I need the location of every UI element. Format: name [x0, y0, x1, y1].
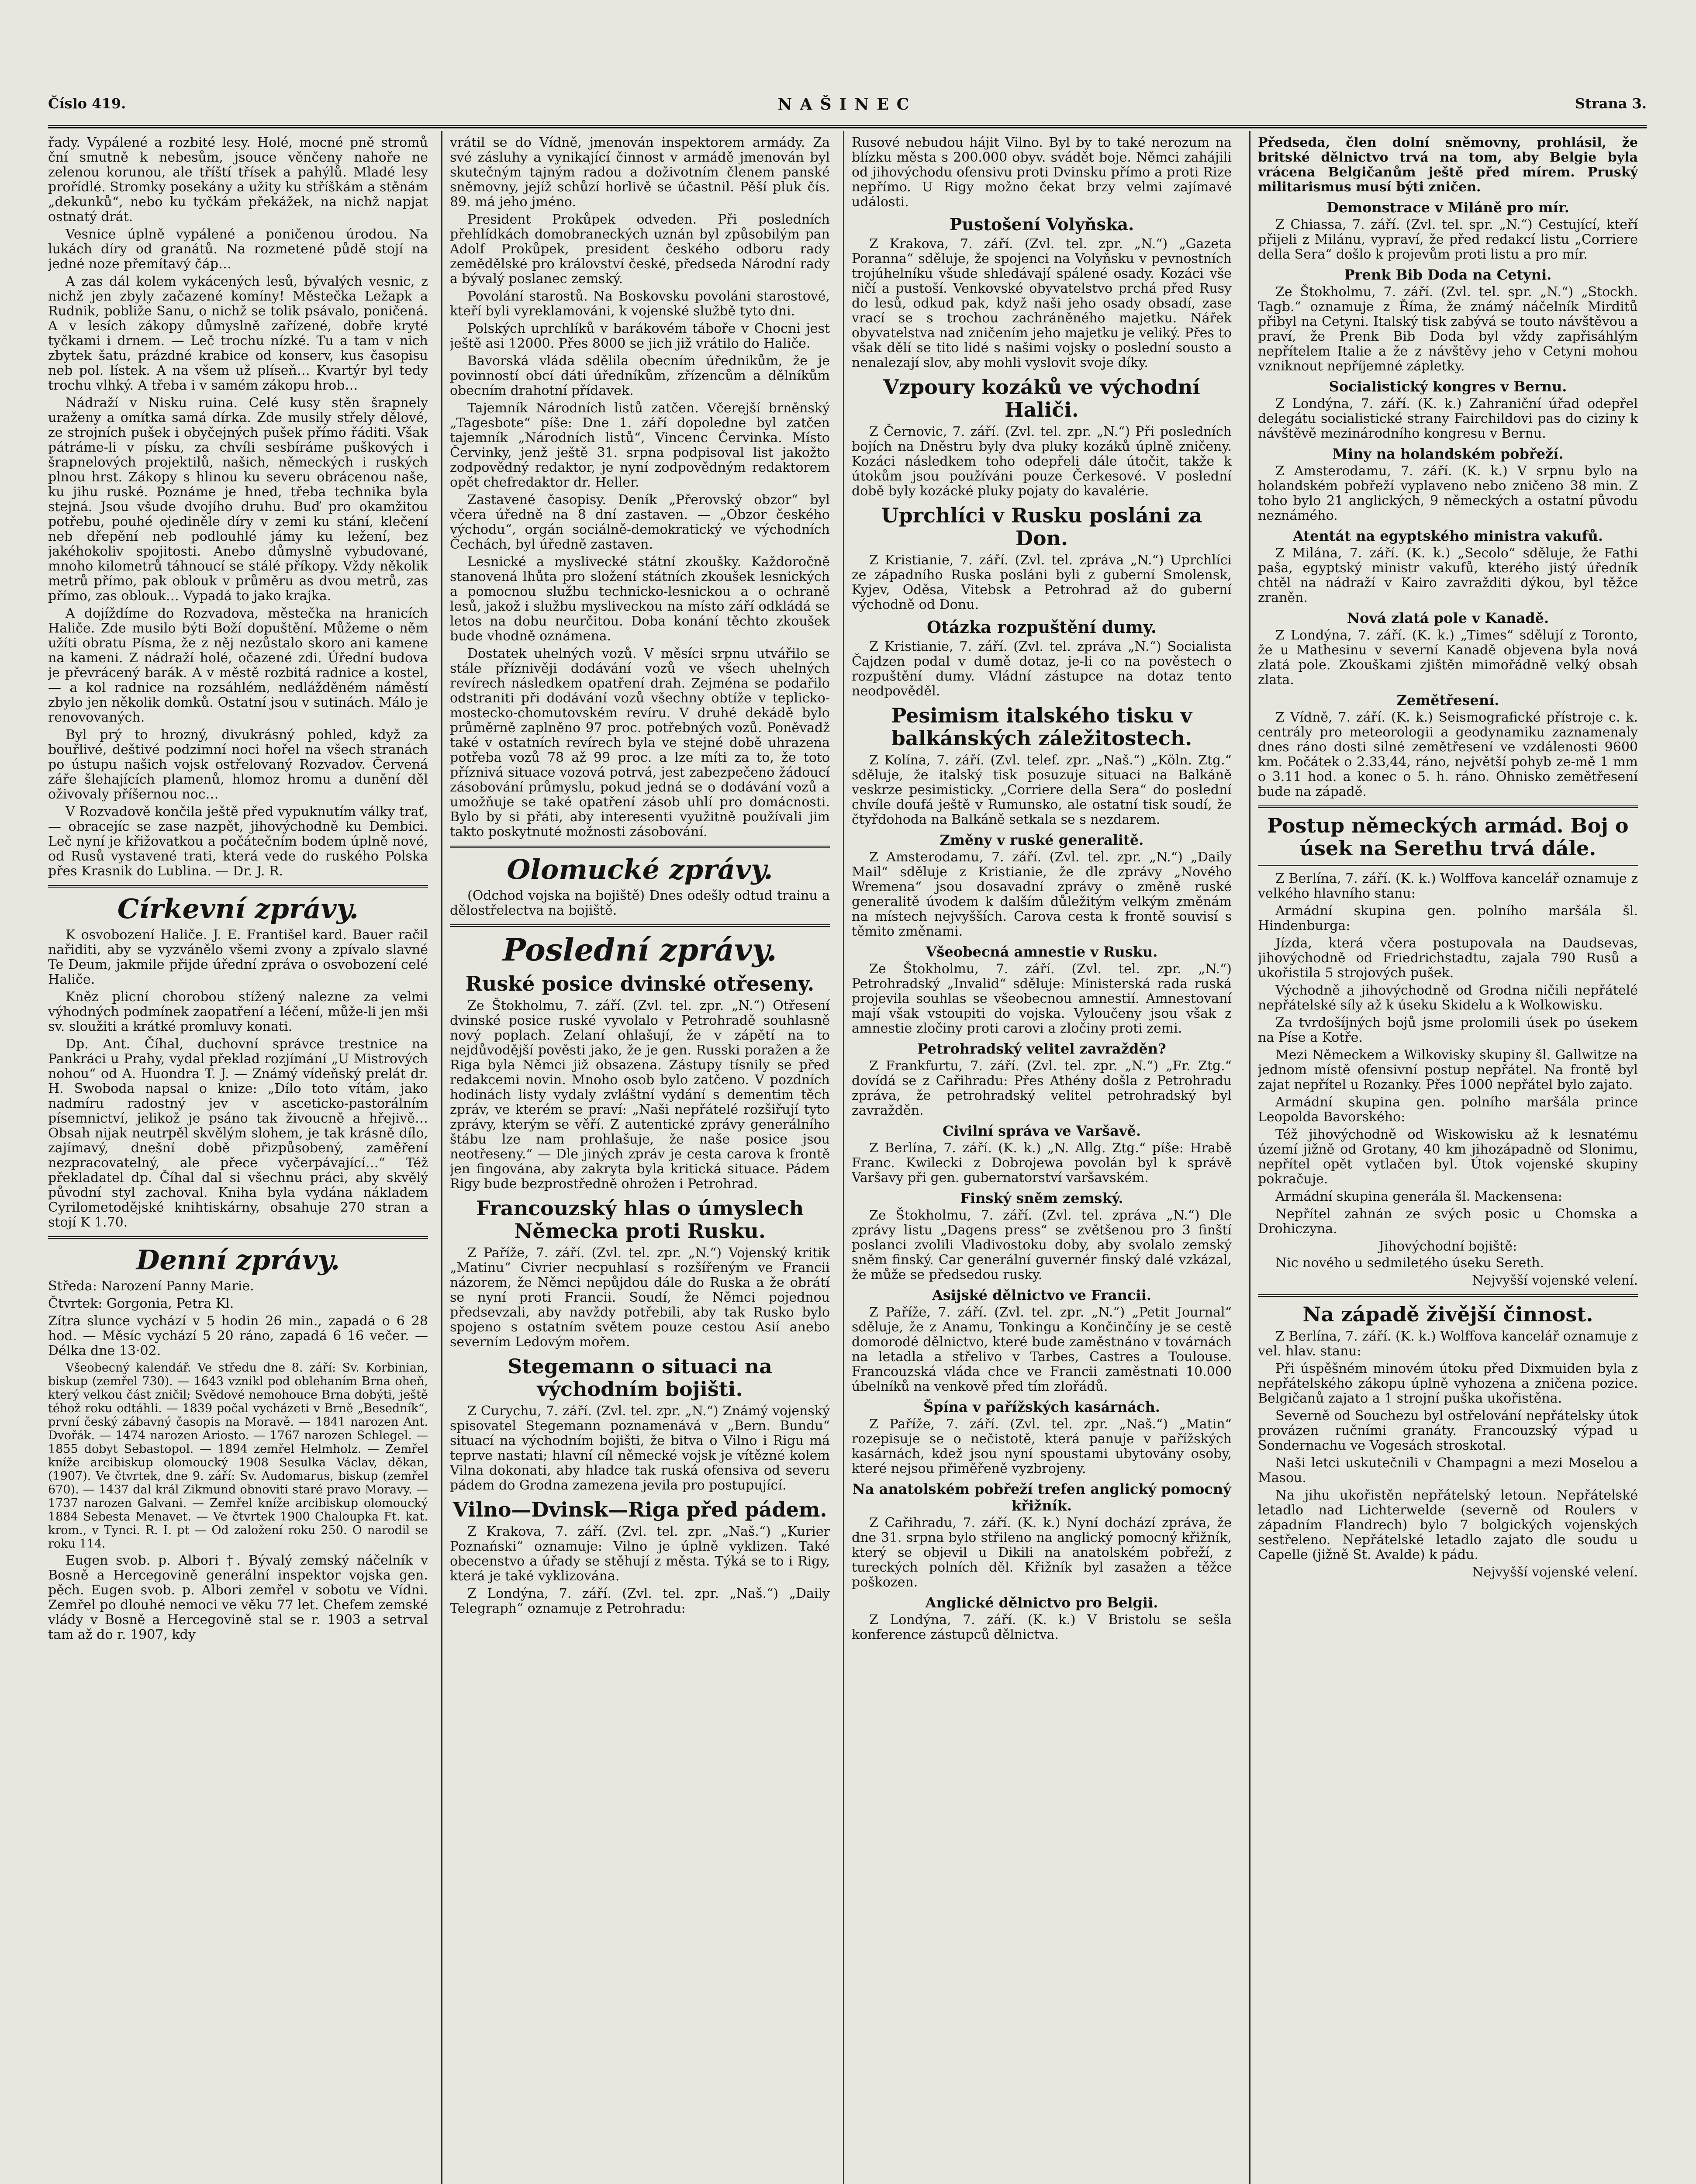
headline: Miny na holandském pobřeží.: [1332, 446, 1564, 462]
news-item: Z Paříže, 7. září. (Zvl. tel. zpr. „Naš.“) „Matin“ rozepisuje se o nečistotě, která panuje v pařížských kasárnách, kdež jsou nyní spoustami ubytovány osoby, které nejsou přiměřeně vyzbrojeny.: [852, 1417, 1232, 1476]
headline-major: Postup německých armád. Boj o úsek na Serethu trvá dále.: [1267, 814, 1629, 860]
section-title-church: Církevní zprávy.: [117, 893, 359, 925]
headline: Pesimism italského tisku v balkánských záležitostech.: [891, 704, 1192, 750]
news-item: Z Berlína, 7. září. (K. k.) Wolffova kancelář oznamuje z velkého hlavního stanu:: [1258, 871, 1638, 901]
headline: Otázka rozpuštění dumy.: [927, 617, 1157, 637]
column-divider: [441, 131, 442, 2184]
section-separator: [48, 1236, 428, 1239]
news-item: Z Londýna, 7. září. (K. k.) V Bristolu se sešla konference zástupců dělnictva.: [852, 1612, 1232, 1642]
news-item: Z Londýna, 7. září. (K. k.) Zahraniční úřad odepřel delegátu socialistické strany Fairchildovi pas do ciziny k návštěvě mezinárodního kongresu v Bernu.: [1258, 396, 1638, 441]
news-item: Naši letci uskutečnili v Champagni a mezi Moselou a Masou.: [1258, 1455, 1638, 1486]
news-item: Z Amsterodamu, 7. září. (Zvl. tel. zpr. „N.“) „Daily Mail“ sděluje z Kristianie, že dle zprávy „Nového Wremena“ jsou dosavadní zprávy o změně ruské generalitě úvodem k dalším důležitým velkým změnám na místech nejvyšších. Carova cesta k frontě souvisí s těmito změnami.: [852, 850, 1232, 939]
news-item: Z Curychu, 7. září. (Zvl. tel. zpr. „N.“) Známý vojenský spisovatel Stegemann poznamenává v „Bern. Bundu“ situací na východním bojišti, že bitva o Vilno i Rigu má teprve nastati; hlavní cíl německé vojsk je vítězné kolem Vilna dokonati, aby hladce tak ruská ofensiva od severu pádem do Grodna zamezena jevila pro postupující.: [450, 1403, 830, 1493]
news-item: Z Krakova, 7. září. (Zvl. tel. zpr. „Naš.“) „Kurier Poznański“ oznamuje: Vilno je úplně vyklizen. Také obecenstvo a úřady se stěhují z města. Týká se to i Rigy, která je také vyklizována.: [450, 1524, 830, 1584]
calendar-line: Čtvrtek: Gorgonia, Petra Kl.: [48, 1296, 234, 1311]
news-item: Ze Štokholmu, 7. září. (Zvl. tel. zpr. „N.“) Otřesení dvinské posice ruské vyvolalo v Petrohradě souhlasně nový poplach. Zelaní ohlašují, že v zápětí na to nejdůvodější pověsti jako, že je gen. Russki poražen a že Riga byla Němci již obsazena. Zástupy tísnily se před redakcemi novin. Mnoho osob bylo zatčeno. V pozdních hodinách listy vydaly zvláštní vydání s dementim těch zpráv, ve kterém se praví: „Naši nepřátelé rozšiřují tyto zprávy, kterým se věří. Z autentické zprávy generálního štábu lze nam prohlašuje, že naše posice jsou neotřeseny.“ — Dle jiných zpráv je cesta carova k frontě jen fingována, aby zakryta byla kritická situace. Pádem Rigy bude bezprostředně ohrožen i Petrohrad.: [450, 998, 830, 1192]
news-item: Z Cařihradu, 7. září. (K. k.) Nyní dochází zpráva, že dne 31. srpna bylo střileno na anglický pomocný křižník, který se objevil u Dikili na anatolském pobřeží, z tureckých polních děl. Křižník byl zasažen a těžce poškozen.: [852, 1515, 1232, 1590]
headline: Uprchlíci v Rusku posláni za Don.: [881, 504, 1202, 550]
news-item: Zastavené časopisy. Deník „Přerovský obzor“ byl včera úředně na 8 dní zastaven. — „Obzor českého východu“, orgán sociálně-demokratický ve východních Čechách, byl úředně zastaven.: [450, 492, 830, 552]
column-divider: [1249, 131, 1250, 2184]
news-item: Povolání starostů. Na Boskovsku povoláni starostové, kteří byli vyreklamováni, k vojenské službě tyto dni.: [450, 289, 830, 319]
article-paragraph: Předseda, člen dolní sněmovny, prohlásil, že britské dělnictvo trvá na tom, aby Belgie byla vrácena Belgičanům ještě před mírem. Pruský militarismus musí býti zničen.: [1258, 135, 1638, 195]
news-item: Dostatek uhelných vozů. V měsíci srpnu utvářilo se stále příznivěji dodávání vozů ve všech uhelných revírech následkem opatření drah. Zejména se podařilo odstraniti při dodávání vozů všechny obtíže v teplicko-mostecko-chomutovském revíru. V druhé dekádě bylo průměrně zaplněno 97 proc. potřebných vozů. Poněvadž také v ostatních revírech byla ve stejné době uhrazena potřeba vozů 78 až 99 proc. a lze míti za to, že toto příznivá situace vozová potrvá, jest zabezpečeno žádoucí zásobování průmyslu, pokud jedná se o dodávání vozů a umožňuje se také opatření zásob uhlí pro domácnosti. Bylo by si přáti, aby interesenti využitně používali jim takto poskytnuté možnosti zásobování.: [450, 646, 830, 840]
signature: Nejvyšší vojenské velení.: [1472, 1565, 1638, 1580]
news-item: Eugen svob. p. Albori †. Bývalý zemský náčelník v Bosně a Hercegovině generální inspektor vojska gen. pěch. Eugen svob. p. Albori zemřel v sobotu ve Vídni. Zemřel po dlouhé nemoci ve věku 77 let. Chefem zemské vlády v Bosně a Hercegovině stal se r. 1903 a setrval tam až do r. 1907, kdy: [48, 1553, 428, 1642]
news-item: Ze Štokholmu, 7. září. (Zvl. tel. zpráva „N.“) Dle zprávy listu „Dagens press“ se zvětšenou pro 3 finští poslanci zvolili Vladivostoku doby, aby svolalo zemský sněm finský. Car generální guvernér finský dalé vzkázal, že může se předsedou rusky.: [852, 1208, 1232, 1282]
news-item: Na jihu ukořistěn nepřátelský letoun. Nepřátelské letadlo nad Lichterwelde (severně od Roulers v západním Flandrech) bylo 7 bolgických vojenských sestřeleno. Nepřátelské letadlo zajato dle soudu u Capelle (jižně St. Avalde) k pádu.: [1258, 1488, 1638, 1562]
news-item: Armádní skupina gen. polního maršála prince Leopolda Bavorského:: [1258, 1095, 1638, 1125]
news-item: Z Paříže, 7. září. (Zvl. tel. zpr. „N.“) „Petit Journal“ sděluje, že z Anamu, Tonkingu a Končinčíny je se cestě domorodé dělnictvo, které bude zaměstnáno v továrnách na letadla a střelivo v Tarbes, Castres a Toulouse. Francouzská vláda chce ve Francii zaměstnati 10.000 úbelníků na venkově před tím zlořádů.: [852, 1305, 1232, 1394]
headline: Anglické dělnictvo pro Belgii.: [925, 1594, 1158, 1611]
news-item: President Prokůpek odveden. Při posledních přehlídkách domobraneckých uznán byl způsobilým pan Adolf Prokůpek, president českého odboru rady zemědělské pro království české, předseda Národní rady a bývalý poslanec zemský.: [450, 212, 830, 287]
headline: Finský sněm zemský.: [960, 1190, 1123, 1206]
column-1: [48, 135, 428, 2184]
headline: Francouzský hlas o úmyslech Německa proti Rusku.: [476, 1196, 804, 1243]
headline: Vilno—Dvinsk—Riga před pádem.: [452, 1498, 827, 1521]
article-paragraph: Rusové nebudou hájit Vilno. Byl by to také nerozum na blízku města s 200.000 obyv. svádět boje. Němci zahájili od jihovýchodu ofensivu proti Dvinsku přímo a proti Rize nepřímo. U Rigy možno čekat brzy velmi zajímavé události.: [852, 135, 1232, 210]
headline: Demonstrace v Miláně pro mír.: [1326, 199, 1569, 216]
section-title-daily: Denní zprávy.: [136, 1244, 340, 1276]
headline: Petrohradský velitel zavražděn?: [917, 1040, 1166, 1057]
news-item: (Odchod vojska na bojiště) Dnes odešly odtud trainu a dělostřelectva na bojiště.: [450, 888, 830, 918]
column-divider: [843, 131, 844, 2184]
news-item: Nic nového u sedmiletého úseku Sereth.: [1275, 1255, 1544, 1271]
section-title-last-news: Poslední zprávy.: [503, 932, 777, 968]
calendar-line: Středa: Narození Panny Marie.: [48, 1279, 254, 1294]
page-number: Strana 3.: [1575, 95, 1647, 112]
section-separator: [450, 846, 830, 848]
headline: Všeobecná amnestie v Rusku.: [926, 943, 1158, 960]
news-item: Armádní skupina generála šl. Mackensena:: [1275, 1189, 1562, 1204]
news-item: Ze Štokholmu, 7. září. (Zvl. tel. zpr. „N.“) Petrohradský „Invalid“ sděluje: Ministerská rada ruská projevila souhlas se všeobecnou amnestií. Amnestovaní mají však vstoupiti do vojska. Vyloučeny jsou však z amnestie zločiny proti carovi a zločiny proti zemi.: [852, 961, 1232, 1036]
article-paragraph: vrátil se do Vídně, jmenován inspektorem armády. Za své zásluhy a vynikající činnost v armádě jmenován byl skutečným tajným radou a doživotním členem panské sněmovny, jejíž schůzí horlivě se účastnil. Pěší pluk čís. 89. má jeho jméno.: [450, 135, 830, 210]
news-item: Tajemník Národních listů zatčen. Včerejší brněnský „Tagesbote“ píše: Dne 1. září dopoledne byl zatčen tajemník „Národních listů“, Vincenc Červinka. Místo Červinky, jenž ještě 31. srpna podpisoval list jakožto zodpovědný redaktor, je nyní zodpovědným redaktorem opět chefredaktor dr. Heller.: [450, 401, 830, 490]
news-item: Z Milána, 7. září. (K. k.) „Secolo“ sděluje, že Fathi paša, egyptský ministr vakufů, kterého jistý úředník chtěl na nádraží v Kairo zavražditi dýkou, byl těžce zraněn.: [1258, 546, 1638, 605]
news-item: Z Paříže, 7. září. (Zvl. tel. zpr. „N.“) Vojenský kritik „Matinu“ Civrier necpuhlasí s rozšířeným ve Francii názorem, že Němci nepůjdou dále do Ruska a že obrátí se nyní proti Francii. Soudí, že Němci pojednou předsevzali, aby navždy potřebili, aby tak Rusko bylo spojeno s ostatním světem pouze cestou Asií anebo severním Ledovým mořem.: [450, 1245, 830, 1350]
article-paragraph: A dojíždíme do Rozvadova, městečka na hranicích Haliče. Zde musilo býti Boží dopuštění. Můžeme o něm užíti obratu Písma, že z něj nezůstalo skoro ani kamene na kameni. Z nádraží holé, očazené zdi. Úřední budova je převrácený barák. A v městě rozbitá radnice a kostel, — a kol radnice na rozsáhlém, nedlážděném náměstí zbylo jen několik domků. Ostatní jsou v sutinách. Málo je renovovaných.: [48, 606, 428, 725]
headline: Prenk Bib Doda na Cetyni.: [1344, 266, 1552, 283]
news-item: Severně od Souchezu byl ostřelování nepřátelsky útok provázen ručními granáty. Francouzský výpad u Sondernachu ve Vogesách stroskotal.: [1258, 1408, 1638, 1453]
news-item: Z Berlína, 7. září. (K. k.) „N. Allg. Ztg.“ píše: Hrabě Franc. Kwilecki z Dobrojewa povolán byl k správě Varšavy při gen. gubernatorství varšavském.: [852, 1140, 1232, 1185]
headline: Špína v pařížských kasárnách.: [923, 1399, 1160, 1415]
news-item: Též jihovýchodně od Wiskowisku až k lesnatému území jižně od Grotany, 40 km jihozápadně od Slonimu, nepřítel opět vytlačen byl. Útok vojenské skupiny pokračuje.: [1258, 1127, 1638, 1187]
headline: Změny v ruské generalitě.: [940, 832, 1144, 848]
article-paragraph: Vesnice úplně vypálené a poničenou úrodou. Na lukách díry od granátů. Na rozmetené půdě stojí na jedné noze přemítavý čáp…: [48, 227, 428, 272]
headline: Stegemann o situaci na východním bojišti.: [508, 1355, 772, 1401]
headline: Asijské dělnictvo ve Francii.: [932, 1287, 1151, 1303]
subheading: Jihovýchodní bojiště:: [1378, 1239, 1517, 1254]
section-title-olomouc: Olomucké zprávy.: [507, 854, 773, 885]
article-paragraph: A zas dál kolem vykácených lesů, bývalých vesnic, z nichž jen zbyly začazené komíny! Městečka Ležapk a Rudnik, pobliže Sanu, o nichž se tolik psávalo, poničená. A v lesích zákopy důmyslně zařízené, dobře kryté tyčkami i drnem. — Leč trochu nízké. Tu a tam v nich zbytek šatu, prázdné krabice od konserv, kus časopisu neb pol. lístek. A na všem už plíseň… Kvartýr byl tedy trochu vlhký. A třeba i v samém zákopu hrob…: [48, 274, 428, 393]
news-item: Dp. Ant. Číhal, duchovní správce trestnice na Pankráci u Prahy, vydal překlad rozjímání „U Mistrových nohou“ od A. Huondra T. J. — Známý vídeňský prelát dr. H. Swoboda napsal o knize: „Dílo toto vítám, jako nadmíru radostný jev v asceticko-pastorálním písemnictví, jelikož je psáno tak živoucně a hřejivě… Obsah nijak neutrpěl skvělým slohem, je tak krásně dílo, zajímavý, dnešní době přizpůsobený, zaměření nezpracovatelný, ale přece vyčerpávající…“ Též překladatel dp. Číhal dal si všechnu práci, aby skvělý původní styl zachoval. Kniha byla vydána nákladem Cyrilometodějské knihtiskárny, obsahuje 270 stran a stojí K 1.70.: [48, 1037, 428, 1230]
news-item: Z Chiassa, 7. září. (Zvl. tel. spr. „N.“) Cestující, kteří přijeli z Milánu, vypraví, že před redakcí listu „Corriere della Sera“ došlo k projevům proti listu a pro mír.: [1258, 217, 1638, 262]
news-item: Armádní skupina gen. polního maršála šl. Hindenburga:: [1258, 903, 1638, 933]
article-paragraph: Nádraží v Nisku ruina. Celé kusy stěn šrapnely uraženy a omítka samá dírka. Zde musily střely dělové, ze strojních pušek i obyčejných pušek přímo řáditi. Však pátráme-li v písku, za chvíli sesbíráme puškových i šrapnelových projektilů, našich, německých i ruských plnou hrst. Zákopy s hlinou ku severu obrácenou naše, ku jihu ruské. Poznáme je hned, třeba technika byla stejná. Jsou všude dvojího druhu. Buď pro okamžitou potřebu, pouhé ojediněle díry v zemi ku stání, klečení neb dřepění neb podlouhlé jámy ku ležení, bez jakéhokoliv spojitosti. Anebo důmyslně vybudované, mnoho kilometrů táhnoucí se stálé příkopy. Vždy několik metrů přímo, pak oblouk v průměru as dvou metrů, zas přímo, zas oblouk… Vypadá to jako krajka.: [48, 395, 428, 604]
section-separator: [1258, 805, 1638, 808]
article-paragraph: V Rozvadově končila ještě před vypuknutím války trať, — obracejíc se zase nazpět, jihovýchodně ku Dembici. Leč nyní je křižovatkou a počátečním bodem úplně nové, od Rusů vystavené trati, která vede do ruského Polska přes Krasnik do Lublina. — Dr. J. R.: [48, 804, 428, 879]
section-separator: [48, 885, 428, 888]
section-separator: [450, 924, 830, 927]
page-header: [48, 95, 1647, 121]
news-item: Všeobecný kalendář. Ve středu dne 8. září: Sv. Korbinian, biskup (zemřel 730). — 1643 vznikl pod oblehaním Brna oheň, který velkou část zničil; Svědové nemohouce Brna dobýti, ještě téhož roku odtáhli. — 1839 počal vycházeti v Brně „Besedník“, první český zábavný časopis na Moravě. — 1841 narozen Ant. Dvořák. — 1474 narozen Ariosto. — 1767 narozen Schlegel. — 1855 dobyt Sebastopol. — 1894 zemřel Helmholz. — Zemřel kníže arcibiskup olomoucký 1908 Sesulka Václav, děkan, (1907). Ve čtvrtek, dne 9. září: Sv. Audomarus, biskup (zemřel 670). — 1437 dal král Zikmund obnoviti staré pravo Moravy. — 1737 narozen Galvani. — Zemřel kníže arcibiskup olomoucký 1884 Sebesta Menavet. — Ve čtvrtek 1900 Chaloupka Ft. kat. krom., v Tynci. R. I. pt — Od založení roku 250. O narodil se roku 114.: [48, 1361, 428, 1551]
news-item: Při úspěšném minovém útoku před Dixmuiden byla z nepřátelského zákopu úplně vyhozena a zničena pozice. Belgičanů zajato a 1 strojní puška ukořistěna.: [1258, 1361, 1638, 1406]
headline: Ruské posice dvinské otřeseny.: [465, 972, 815, 995]
news-item: Z Kolína, 7. září. (Zvl. telef. zpr. „Naš.“) „Köln. Ztg.“ sděluje, že italský tisk posuzuje situaci na Balkáně veskrze pesimisticky. „Corriere della Sera“ do poslední chvíle doufá ještě v Rumunsko, ale ostatní tisk soudí, že čtyřdohoda na Balkáně setkala se s nezdarem.: [852, 753, 1232, 827]
article-paragraph: Byl prý to hrozný, divukrásný pohled, když za bouřlivé, deštivé podzimní noci hořel na všech stranách po ústupu našich vojsk ostřelovaný Rozvadov. Červená záře šlehajících plamenů, hlomoz hromu a dunění děl oživovaly příšernou noc…: [48, 727, 428, 802]
news-item: Z Frankfurtu, 7. září. (Zvl. tel. zpr. „N.“) „Fr. Ztg.“ dovídá se z Cařihradu: Přes Athény došla z Petrohradu zpráva, že petrohradský velitel petrohradský byl zavražděn.: [852, 1058, 1232, 1118]
news-item: Lesnické a myslivecké státní zkoušky. Každoročně stanovená lhůta pro složení státních zkoušek lesnických a pomocnou službu technicko-lesnickou a o ochraně lesů, jakož i službu mysliveckou na místo září odkládá se letos na dobu neurčitou. Doba konání těchto zkoušek bude vhodně oznámena.: [450, 554, 830, 644]
headline: Atentát na egyptského ministra vakufů.: [1293, 528, 1603, 544]
column-3: [852, 135, 1232, 2184]
column-2: [450, 135, 830, 2184]
headline-major: Na západě živější činnost.: [1302, 1303, 1593, 1326]
news-item: Jízda, která včera postupovala na Daudsevas, jihovýchodně od Friedrichstadtu, zajala 790 Rusů a ukořistila 5 strojových pušek.: [1258, 936, 1638, 981]
news-item: Za tvrdošíjných bojů jsme prolomili úsek po úsekem na Píse a Kotře.: [1258, 1015, 1638, 1045]
column-4: [1258, 135, 1638, 2184]
news-item: Z Krakova, 7. září. (Zvl. tel. zpr. „N.“) „Gazeta Poranna“ sděluje, že spojenci na Volyňsku v pevnostních trojúhelníku všude shledávají spálené osady. Kozáci vše ničí a pustoší. Venkovské obyvatelstvo prchá před Rusy do lesů, odkud pak, když naši jeho osady obsadí, zase vrací se s trochou zachráněného majetku. Nářek obyvatelstva nad zničením jeho majetku je veliký. Přes to však dělí se tito lidé s našimi vojsky o poslední sousto a nenalezají slov, aby mohli vyslovit svoje díky.: [852, 236, 1232, 370]
news-item: Mezi Německem a Wilkovisky skupiny šl. Gallwitze na jednom místě ofensivní postup nepřátel. Na frontě byl zajat nepřítel u Rozanky. Přes 1000 nepřátel bylo zajato.: [1258, 1047, 1638, 1092]
header-rule: [48, 125, 1647, 128]
news-item: Bavorská vláda sdělila obecním úřednikům, že je povinností obcí dáti úředníkům, zřízencům a dělníkům obecním drahotní přídavek.: [450, 353, 830, 398]
news-item: Z Kristianie, 7. září. (Zvl. tel. zpráva „N.“) Uprchlíci ze západního Ruska posláni byli z guberní Smolensk, Kyjev, Oděsa, Vitebsk a Petrohrad až do guberní východně od Donu.: [852, 553, 1232, 612]
section-separator: [1258, 1294, 1638, 1297]
signature: Nejvyšší vojenské velení.: [1472, 1273, 1638, 1288]
headline: Vzpoury kozáků ve východní Haliči.: [883, 375, 1200, 422]
news-item: Východně a jihovýchodně od Grodna ničili nepřátelé nepřátelské síly až k úseku Skidelu a k Wolkowisku.: [1258, 983, 1638, 1013]
news-item: Ze Štokholmu, 7. září. (Zvl. tel. spr. „N.“) „Stockh. Tagb.“ oznamuje z Říma, že známý náčelník Mirditů přibyl na Cetyni. Italský tisk zabývá se touto návštěvou a praví, že Prenk Bib Doda byl vždy zapřisáhlým nepřítelem Italie a že z návštěvy jeho v Cetyni mohou vzniknout nepříjemné zápletky.: [1258, 284, 1638, 374]
news-item: Kněz plicní chorobou stížený nalezne za velmi výhodných podmínek zaopatření a léčení, může-li jen mši sv. sloužiti a krátké promluvy konati.: [48, 989, 428, 1034]
headline: Zemětřesení.: [1396, 692, 1499, 708]
headline: Socialistický kongres v Bernu.: [1329, 378, 1567, 395]
masthead-title: NAŠINEC: [777, 95, 917, 114]
section-separator: [1258, 865, 1638, 866]
news-item: K osvobození Haliče. J. E. Františel kard. Bauer račil nařiditi, aby se vyzvánělo všemi zvony a zpívalo slavné Te Deum, jakmile přijde úřední zpráva o osvobození celé Haliče.: [48, 927, 428, 987]
headline: Civilní správa ve Varšavě.: [943, 1123, 1141, 1139]
calendar-line: Zítra slunce vychází v 5 hodin 26 min., zapadá o 6 28 hod. — Měsíc vychází 5 20 ráno, zapadá 6 16 večer. — Délka dne 13·02.: [48, 1313, 428, 1358]
issue-number: Číslo 419.: [48, 95, 126, 112]
news-item: Z Vídně, 7. září. (K. k.) Seismografické přístroje c. k. centrály pro meteorologii a geodynamiku zaznamenaly dnes ráno dosti silné zemětřesení ve vzdálenosti 9600 km. Počátek o 2.33,44, ráno, největší pohyb ze-mě 1 mm o 3.11 hod. a konec o 5. h. ráno. Ohnisko zemětřesení bude na západě.: [1258, 710, 1638, 799]
headline: Na anatolském pobřeží trefen anglický pomocný křižník.: [852, 1481, 1231, 1514]
news-item: Polských uprchlíků v barákovém táboře v Chocni jest ještě asi 12000. Přes 8000 se jich již vrátilo do Haliče.: [450, 321, 830, 351]
article-paragraph: řady. Vypálené a rozbité lesy. Holé, mocné pně stromů ční smutně k nebesům, jsouce věnčeny nahoře ne zelenou korunou, ale tříští třísek a pahýlů. Mladé lesy prořídlé. Stromky posekány a užity ku stříškám a stěnám „dekunků“, nebo ku tyčkám překážek, na nichž napjat ostnatý drát.: [48, 135, 428, 225]
news-item: Z Amsterodamu, 7. září. (K. k.) V srpnu bylo na holandském pobřeží vyplaveno nebo zničeno 38 min. Z toho bylo 21 anglických, 9 německých a ostatní původu neznámého.: [1258, 463, 1638, 523]
news-item: Z Černovic, 7. září. (Zvl. tel. zpr. „N.“) Při posledních bojích na Dněstru byly dva pluky kozáků úplně zničeny. Kozáci následkem toho odepřeli dále útočit, takže k útokům jsou používáni pouze Čerkesové. V poslední době byly kozácké pluky pojaty do kavalérie.: [852, 424, 1232, 499]
news-item: Z Londýna, 7. září. (K. k.) „Times“ sdělují z Toronto, že u Mathesinu v severní Kanadě objevena byla nová zlatá pole. Zkouškami zjištěn mimořádně velký obsah zlata.: [1258, 628, 1638, 688]
news-item: Nepřítel zahnán ze svých posic u Chomska a Drohiczyna.: [1258, 1206, 1638, 1237]
headline: Pustošení Volyňska.: [949, 214, 1134, 234]
headline: Nová zlatá pole v Kanadě.: [1347, 610, 1549, 626]
news-item: Z Kristianie, 7. září. (Zvl. tel. zpráva „N.“) Socialista Čajdzen podal v dumě dotaz, je-li co na pověstech o rozpuštění dumy. Vládní zástupce na dotaz tento neodpověděl.: [852, 639, 1232, 699]
news-item: Z Berlína, 7. září. (K. k.) Wolffova kancelář oznamuje z vel. hlav. stanu:: [1258, 1329, 1638, 1359]
news-item: Z Londýna, 7. září. (Zvl. tel. zpr. „Naš.“) „Daily Telegraph“ oznamuje z Petrohradu:: [450, 1586, 830, 1616]
